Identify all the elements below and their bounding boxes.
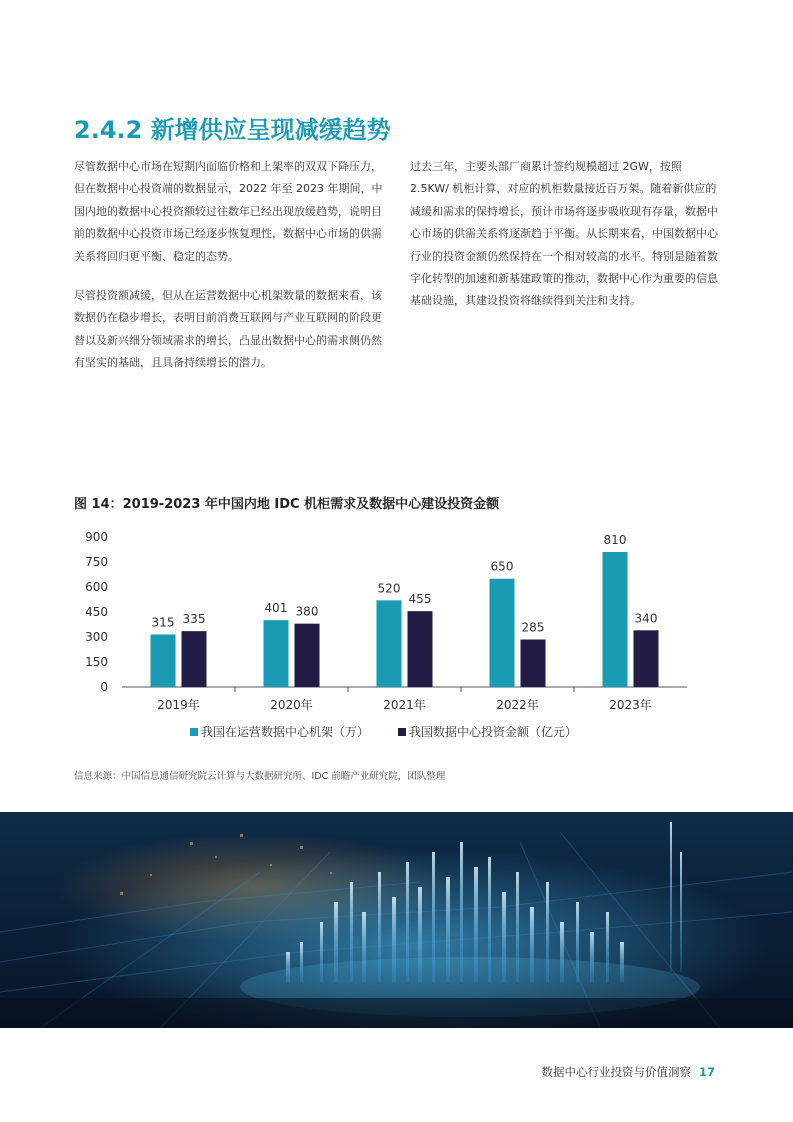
bar xyxy=(377,600,402,687)
bar xyxy=(490,579,515,687)
legend-label: 我国在运营数据中心机架（万） xyxy=(201,725,370,739)
y-tick-label: 150 xyxy=(85,655,108,669)
y-tick-label: 600 xyxy=(85,580,108,594)
bar xyxy=(408,611,433,687)
x-tick-label: 2023年 xyxy=(609,698,652,712)
source-note: 信息来源：中国信息通信研究院云计算与大数据研究所、IDC 前瞻产业研究院，团队整理 xyxy=(74,771,446,782)
paragraph: 尽管投资额减缓，但从在运营数据中心机架数量的数据来看，该数据仍在稳步增长，表明目前消费互联网与产业互联网的阶段更替以及新兴细分领域需求的增长，凸显出数据中心的需求侧仍然有坚实的基础，且具备持续增长的潜力。 xyxy=(74,289,382,370)
y-tick-label: 900 xyxy=(85,530,108,544)
y-tick-label: 450 xyxy=(85,605,108,619)
x-tick-label: 2019年 xyxy=(157,698,200,712)
right-column xyxy=(410,156,722,330)
data-label: 335 xyxy=(182,612,206,627)
bar xyxy=(295,624,320,687)
page-number: 17 xyxy=(698,1065,715,1079)
y-tick-label: 750 xyxy=(85,555,108,569)
bar xyxy=(264,620,289,687)
data-label: 380 xyxy=(295,604,319,619)
footer-title: 数据中心行业投资与价值洞察 xyxy=(541,1065,691,1079)
bar xyxy=(603,552,628,687)
data-label: 520 xyxy=(377,581,401,596)
bar xyxy=(151,635,176,688)
bar-chart xyxy=(70,522,710,752)
data-label: 810 xyxy=(603,533,627,547)
data-label: 455 xyxy=(408,592,432,607)
legend-swatch xyxy=(190,728,198,736)
data-label: 401 xyxy=(264,601,288,616)
data-label: 650 xyxy=(490,559,514,574)
bar xyxy=(521,640,546,688)
bar xyxy=(634,630,659,687)
x-tick-label: 2021年 xyxy=(383,698,426,712)
bar xyxy=(182,631,207,687)
city-data-image xyxy=(0,812,793,1028)
paragraph: 过去三年，主要头部厂商累计签约规模超过 2GW，按照 2.5KW/ 机柜计算，对应的机柜数量接近百万架。随着新供应的减缓和需求的保持增长，预计市场将逐步吸收现有存量，数据中心市场的供需关系将逐渐趋于平衡。从长期来看，中国数据中心行业的投资金额仍然保持在一个相对较高的水平。特别是随着数字化转型的加速和新基建政策的推动，数据中心作为重要的信息基础设施，其建设投资将继续得到关注和支持。 xyxy=(410,160,718,308)
x-tick-label: 2022年 xyxy=(496,698,539,712)
data-label: 315 xyxy=(151,615,175,630)
x-tick-label: 2020年 xyxy=(270,698,313,712)
section-title: 2.4.2 新增供应呈现减缓趋势 xyxy=(74,116,391,144)
page-footer xyxy=(541,1064,715,1080)
y-tick-label: 300 xyxy=(85,630,108,644)
data-label: 285 xyxy=(521,620,545,635)
data-label: 340 xyxy=(634,611,658,626)
left-column xyxy=(74,156,386,392)
legend-swatch xyxy=(398,728,406,736)
y-tick-label: 0 xyxy=(100,680,108,694)
figure-title: 图 14：2019-2023 年中国内地 IDC 机柜需求及数据中心建设投资金额 xyxy=(74,497,500,512)
legend-label: 我国数据中心投资金额（亿元） xyxy=(409,725,578,739)
paragraph: 尽管数据中心市场在短期内面临价格和上架率的双双下降压力，但在数据中心投资端的数据显示，2022 年至 2023 年期间，中国内地的数据中心投资额较过往数年已经出现放缓趋势，说明目前的数据中心投资市场已经逐步恢复理性，数据中心市场的供需关系将回归更平衡、稳定的态势。 xyxy=(74,160,383,263)
